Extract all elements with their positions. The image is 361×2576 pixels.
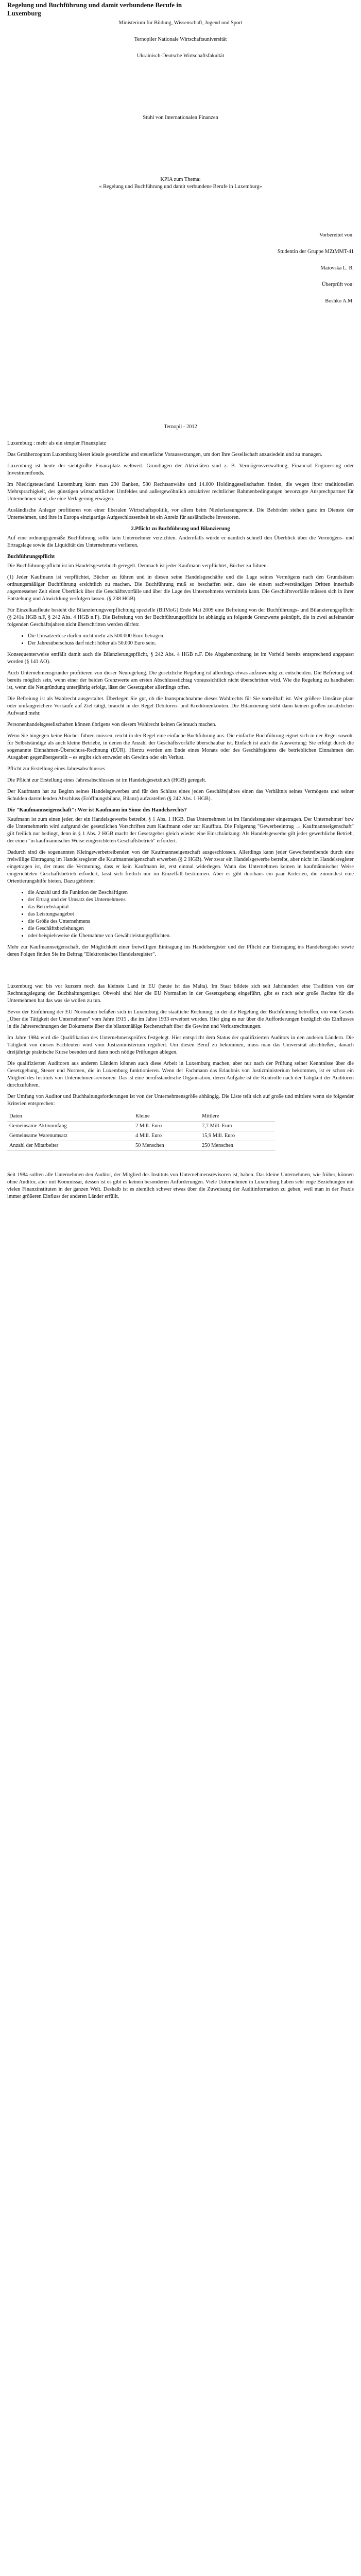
table-row bbox=[7, 1122, 275, 1131]
table-cell: Gemeinsame Aktivumfang bbox=[7, 1122, 133, 1131]
student-name: Maiovska L. R. bbox=[320, 265, 354, 271]
table-header-cell: Kleine bbox=[133, 1112, 200, 1122]
university-line: Ternopiler Nationale Wirtschaftsuniversität bbox=[134, 37, 227, 42]
paragraph: (1) Jeder Kaufmann ist verpflichtet, Bücher zu führen und in diesen seine Handelsgeschäfte und die Lage seines Vermögens nach den Grundsätzen ordnungsmäßiger Buchführung ersichtlich zu machen. Die Buchführung muß so beschaffen sein, dass sie einem sachverständigen Dritten innerhalb angemessener Zeit einen Überblick über die Geschäftsvorfälle und über die Lage des Unternehmens vermitteln kann. Die Geschäftsvorfälle müssen sich in ihrer Entstehung und Abwicklung verfolgen lassen. (§ 238 HGB) bbox=[7, 574, 354, 602]
paragraph: Der Umfang von Auditor und Buchhaltungsforderungen ist von der Unternehmensgröße abhängig. Die Liste teilt sich auf große und mittlere wenn sie folgender Kriterien entsprechen: bbox=[7, 1094, 354, 1107]
subheading: Buchführungspflicht bbox=[7, 554, 55, 560]
paragraph: Kaufmann ist zum einen jeder, der ein Handelsgewerbe betreibt, § 1 Abs. 1 HGB. Das Unternehmen ist im Handelsregister eingetragen. Der Unternehmer/ bzw die Unternehmerin wird aufgrund der gesetzlichen Vorschriften zum Kaufmann oder zur Kauffrau. Die Folgerung "Gewerbeeintrag → Kaufmannseigenschaft" gilt freilich nur bedingt, denn in § 1 Abs. 2 HGB macht der Gesetzgeber gleich wieder eine Einschränkung: Als Handelsgewerbe gilt jeder gewerbliche Betrieb, der einen "in kaufmännischer Weise eingerichteten Geschäftsbetrieb" erfordert. bbox=[7, 817, 354, 844]
size-criteria-table bbox=[7, 1112, 275, 1151]
list-item: • Die Umsatzerlöse dürfen nicht mehr als 500.000 Euro betragen. bbox=[28, 633, 354, 640]
department-line: Stuhl von Internationalen Finanzen bbox=[143, 115, 218, 121]
table-header-row bbox=[7, 1112, 275, 1122]
theme-text: « Regelung und Buchführung und damit verbundene Berufe in Luxemburg» bbox=[99, 184, 262, 190]
checked-label: Überprüft von: bbox=[321, 282, 354, 287]
table-row bbox=[7, 1131, 275, 1141]
table-cell: Gemeinsame Warenumsatz bbox=[7, 1131, 133, 1141]
list-item: • das Betriebskapital bbox=[28, 904, 354, 911]
list-item: • das Leistungsangebot bbox=[28, 911, 354, 918]
ministry-line: Ministerium für Bildung, Wissenschaft, Jugend und Sport bbox=[118, 20, 243, 26]
city-year: Ternopil - 2012 bbox=[164, 424, 197, 430]
paragraph: Die qualifizierten Auditoren aus anderen Ländern können auch diese Arbeit in Luxemburg machen, aber nur nach der Prüfung seiner Kenntnisse über die Gesetzgebung, Steuer und Normen, die in Luxemburg funktionieren. Wenn der Fachmann das Erlaubnis von Justizministerium bekommen, ist er schon ein Mitglied des Instituts von Unternehmensrevisoren. Das ist eine berufsständische Organisation, deren Aufgabe ist die Kontrolle nach der Tätigkeit der Auditoren durchzuführen. bbox=[7, 1061, 354, 1088]
paragraph: Im Niedrigsteuerland Luxemburg kann man 230 Banken, 580 Rechtsanwälte und 14.000 Holdinggesellschaften finden, die wegen ihrer traditionellen Mehrsprachigkeit, des günstigen wirtschaftlichen Umfeldes und außergewöhnlich attraktiver rechtlicher Rahmenbedingungen bevorzugte Ansprechpartner für Unternehmen sind, die eine Verlagerung erwägen. bbox=[7, 482, 354, 502]
list-item: • die Größe des Unternehmens bbox=[28, 918, 354, 925]
paragraph: Pflicht zur Erstellung eines Jahresabschlusses bbox=[7, 766, 105, 772]
paragraph: Das Großherzogtum Luxemburg bietet ideale gesetzliche und steuerliche Voraussetzungen, um dort Ihre Gesellschaft anzusiedeln und zu managen. bbox=[7, 452, 322, 457]
paragraph: Luxemburg ist heute der siebtgrößte Finanzplatz weltweit. Grundlagen der Aktivitäten sind z. B. Vermögensverwaltung, Financial Engineering oder Investmentfonds. bbox=[7, 463, 354, 476]
paragraph: Seit 1984 sollten alle Unternehmen den Auditor, der Mitglied des Instituts von Unternehmensrevisoren ist, haben. Das kleine Unternehmen, wie früher, können ohne Auditor, aber mit Kommissar, dessen ist es gibt es keinen besonderen Anforderungen. Viele Unternehmen in Luxemburg haben sehr enge Beziehungen mit vielen Finanzinstituten in der ganzen Welt. Deshalb ist es ziemlich schwer etwas über die Zuweisung der Auditinformation zu geben, weil man in der Praxis immer größeren Einfluss der anderen Länder erfüllt. bbox=[7, 1172, 354, 1199]
list-item: • Der Jahresüberschuss darf nicht höher als 50.000 Euro sein. bbox=[28, 640, 354, 647]
paragraph: Luxemburg war bis vor kurzem noch das kleinste Land in EU (heute ist das Malta). Im Staat bildete sich seit Jahrhundert eine Tradition von der Rechnungslegung der Buchhaltungsträger. Obwohl sind hier die EU Normalien in der Gesetzgebung eingeführt, gibt es noch sehr große Rechte für die Unternehmen hat das was sie wollen zu tun. bbox=[7, 984, 354, 1004]
table-cell: 2 Mill. Euro bbox=[133, 1122, 200, 1131]
document-page bbox=[0, 1, 361, 2576]
section-heading: Die "Kaufmannseigenschaft": Wer ist Kaufmann im Sinne des Handelsrechts? bbox=[7, 807, 187, 813]
intro-heading: Luxemburg : mehr als ein simpler Finanzplatz bbox=[7, 440, 106, 446]
section-heading: 2.Pflicht zu Buchführung und Bilanzierung bbox=[131, 526, 230, 532]
bullet-list bbox=[28, 889, 354, 940]
paragraph: Wenn Sie hingegen keine Bücher führen müssen, reicht in der Regel eine einfache Buchführung aus. Die einfache Buchführung eignet sich in der Regel sowohl für Selbstständige als auch kleine Betriebe, in denen die Anzahl der Geschäftsvorfälle überschaubar ist. Einfach ist auch die Auswertung: Sie erfolgt durch die sogenannte Einnahmen-Überschuss-Rechnung (EÜR). Hierzu werden am Ende eines Monats oder des Geschäftsjahres die betrieblichen Einnahmen den Ausgaben gegenübergestellt – es ergibt sich entweder ein Gewinn oder ein Verlust. bbox=[7, 733, 354, 760]
paragraph: Auf eine ordnungsgemäße Buchführung sollte kein Unternehmer verzichten. Andernfalls würde er nämlich schnell den Überblick über die Vermögens- und Ertragslage sowie die Liquidität des Unternehmens verlieren. bbox=[7, 535, 354, 548]
list-item: • die Anzahl und die Funktion der Beschäftigten bbox=[28, 889, 354, 896]
paragraph: Für Einzelkaufleute besteht die Bilanzierungsverpflichtung spezielle (BilMoG) Ende Mai 2009 eine Befreiung von der Buchführungs- und Bilanzierungspflicht (§ 241a HGB n.F, § 242 Abs. 4 HGB n.F). Die Befreiung von der Buchführungspflicht ist abhängig an folgende Grenzwerte geknüpft, die in zwei aufeinander folgenden Geschäftsjahren nicht überschritten werden dürfen: bbox=[7, 607, 354, 628]
table-header-cell: Mittlere bbox=[200, 1112, 275, 1122]
table-cell: 15,9 Mill. Euro bbox=[200, 1131, 275, 1141]
paragraph: Auch Unternehmensgründer profitieren von dieser Neuregelung. Die gesetzliche Regelung ist allerdings etwas aufzuwendig zu entscheiden. Die Befreiung soll bereits möglich sein, wenn einer der beiden Grenzwerte am ersten Abschlussstichtag voraussichtlich nicht überschritten wird. Wie die Regelung zu handhaben ist, wenn die Neugründung unterjährig erfolgt, lässt der Gesetzgeber allerdings offen. bbox=[7, 670, 354, 690]
paragraph: Die Buchführungspflicht ist im Handelsgesetzbuch geregelt. Demnach ist jeder Kaufmann verpflichtet, Bücher zu führen. bbox=[7, 563, 268, 569]
prepared-label: Vorbereitet von: bbox=[319, 232, 354, 238]
document-title: Regelung und Buchführung und damit verbundene Berufe in Luxemburg bbox=[7, 1, 182, 17]
faculty-line: Ukrainisch-Deutsche Wirtschaftsfakultät bbox=[136, 53, 225, 59]
list-item: • der Ertrag und der Umsatz des Unternehmens bbox=[28, 896, 354, 904]
table-cell: 50 Menschen bbox=[133, 1141, 200, 1151]
table-cell: 7,7 Mill. Euro bbox=[200, 1122, 275, 1131]
table-header-cell: Daten bbox=[7, 1112, 133, 1122]
table-cell: 250 Menschen bbox=[200, 1141, 275, 1151]
table-cell: 4 Mill. Euro bbox=[133, 1131, 200, 1141]
paragraph: Der Kaufmann hat zu Beginn seines Handelsgewerbes und für den Schluss eines jeden Geschäftsjahres einen das Verhältnis seines Vermögens und seiner Schulden darstellenden Abschluss (Eröffnungsbilanz, Bilanz) aufzustellen (§ 242 Abs. 1 HGB). bbox=[7, 789, 354, 802]
list-item: • oder beispielsweise die Übernahme von Gewährleistungspflichten. bbox=[28, 933, 354, 940]
table-cell: Anzahl der Mitarbeiter bbox=[7, 1141, 133, 1151]
student-group: Studentin der Gruppe MZtMMT-41 bbox=[277, 249, 354, 255]
paragraph: Im Jahre 1984 wird die Qualifikation des Unternehmensprüfers festgelegt. Hier entspricht dem Status der qualifizierten Auditors in den anderen Ländern. Die Tätigkeit von diesen Fachleuten wird vom Justizministerium reguliert. Um diesen Beruf zu bekommen, muss man das Universität abschließen, danach dreijährige praktische Kurse beenden und dann noch nötige Prüfungen ablegen. bbox=[7, 1035, 354, 1055]
paragraph: Die Pflicht zur Erstellung eines Jahresabschlusses ist im Handelsgesetzbuch (HGB) geregelt. bbox=[7, 777, 207, 783]
theme-label: KPIA zum Thema: bbox=[160, 177, 201, 182]
checker-name: Boshko A.M. bbox=[325, 298, 354, 304]
table-row bbox=[7, 1141, 275, 1151]
list-item: • die Geschäftsbeziehungen bbox=[28, 925, 354, 933]
paragraph: Mehr zur Kaufmannseigenschaft, der Möglichkeit einer freiwilligen Eintragung ins Handelsregister und der Pflicht zur Eintragung ins Handelsregister sowie deren Folgen finden Sie im Beitrag "Elektronisches Handelsregister". bbox=[7, 944, 354, 957]
bullet-list bbox=[28, 633, 354, 647]
paragraph: Personenhandelsgesellschaften können übrigens von diesem Wahlrecht keinen Gebrauch machen. bbox=[7, 722, 217, 727]
paragraph: Bevor der Einführung der EU Normalien befaßen sich in Luxemburg die staatliche Rechnung, in der die Regelung der Buchführung betroffen, ein von Gesetz „Über die Tätigkeit der Unternehmen“ vom Jahre 1915 , die im Jahre 1933 erweitert wurden. Hier ging es nur über die Aufforderungen bezüglich des Einflusses in die Jahresrechnungen der Dokumente über die bilanzmäßige Rechenschaft über die Gewinn und Verlustrechnungen. bbox=[7, 1009, 354, 1029]
paragraph: Ausländische Anleger profitieren von einer liberalen Wirtschaftspolitik, vor allem beim Niederlassungsrecht. Die Behörden stehen ganz im Dienste der Unternehmen, und ihre in Europa einzigartige Aufgeschlossenheit ist ein Anreiz für ausländische Investoren. bbox=[7, 507, 354, 520]
paragraph: Dadurch sind die sogenannten Kleingewerbetreibenden von der Kaufmannseigenschaft ausgeschlossen. Allerdings kann jeder Gewerbetreibende durch eine freiwillige Eintragung im Handelsregister die Kaufmannseigenschaft erwerben (§ 2 HGB). Wer zwar ein Handelsgewerbe betreibt, aber nicht im Handelsregister eingetragen ist, der muss die Vermutung, dass er kein Kaufmann ist, erst einmal widerlegen. Wann das Unternehmen keinen in kaufmännischer Weise eingerichteten Geschäftsbetrieb erfordert, lässt sich freilich nur im Einzelfall bestimmen. Aber es gibt durchaus ein paar Kriterien, die zumindest eine Orientierungshilfe bieten. Dazu gehören: bbox=[7, 850, 354, 884]
paragraph: Konsequenterweise entfällt damit auch die Bilanzierungspflicht, § 242 Abs. 4 HGB n.F. Die Abgabenordnung ist im Vorfeld bereits entsprechend angepasst worden (§ 141 AO). bbox=[7, 652, 354, 665]
paragraph: Die Befreiung ist als Wahlrecht ausgestaltet. Überlegen Sie gut, ob die Inanspruchnahme dieses Wahlrechts für Sie vorteilhaft ist. Wer größere Umsätze plant oder umfangreichere Verkäufe auf Ziel tätigt, braucht in der Regel Debitoren- und Kreditorenkonten. Die Bilanzierung steht dann keinen großen zusätzlichen Aufwand mehr. bbox=[7, 696, 354, 716]
